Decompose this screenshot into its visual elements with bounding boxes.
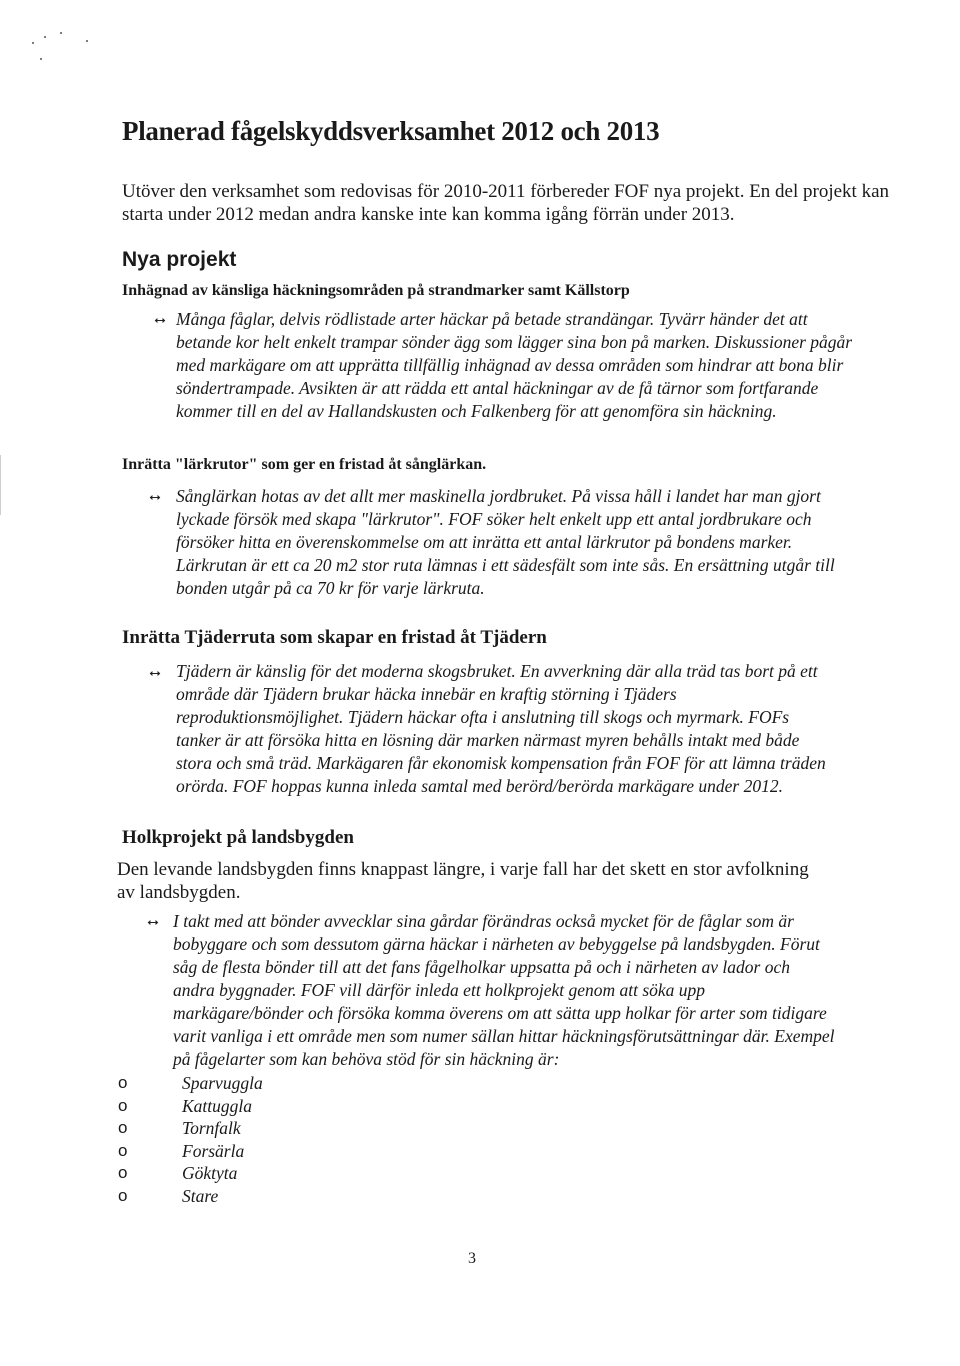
circle-marker-icon: o [118,1095,128,1115]
arrow-bullet-icon: ⭤ [147,914,159,930]
holk-intro-paragraph: Den levande landsbygden finns knappast längre, i varje fall har det skett en stor avfolkning av landsbygden. [117,859,809,903]
bullet-text-holk: I takt med att bönder avvecklar sina gårdar förändras också mycket för de fåglar som är bobyggare och som dessutom gärna häckar i närheten av bebyggelse på landsbygden. Förut såg de flesta bönder till att det fans fågelholkar uppsatta på och i närheten av lador och andra byggnader. FOF vill därför inleda ett holkprojekt genom att söka upp markägare/bönder och försöka komma överens om att sätta upp holkar för arter som tidigare varit vanliga i ett område men som numer sällan hittar häckningsförutsättningar där. Exempel på fågelarter som kan behöva stöd för sin häckning är: [173,911,835,1069]
list-item: o Forsärla [118,1140,245,1161]
section-heading-new-projects: Nya projekt [122,248,237,271]
arrow-bullet-icon: ⭤ [154,312,166,328]
list-item: o Göktyta [118,1163,238,1183]
bullet-text-enclosure: Många fåglar, delvis rödlistade arter häckar på betade strandängar. Tyvärr händer det att betande kor helt enkelt trampar sönder ägg som lägger sina bon på marken. Diskussioner pågår med markägare om att upprätta tillfällig inhägnad av dessa områden som hindrar att bona blir söndertrampade. Avsikten är att rädda ett antal häckningar av de få tärnor som fortfarande kommer till en del av Hallandskusten och Falkenberg för att genomföra sin häckning. [176,309,853,421]
arrow-bullet-icon: ⭤ [149,489,161,505]
arrow-bullet-icon: ⭤ [149,665,161,681]
circle-marker-icon: o [118,1185,128,1205]
scan-edge-line [0,455,1,515]
list-item: o Tornfalk [118,1118,241,1138]
scan-artifact [30,30,90,70]
page-title: Planerad fågelskyddsverksamhet 2012 och 2013 [122,116,660,146]
bullet-text-larkrutor: Sånglärkan hotas av det allt mer maskinella jordbruket. På vissa håll i landet har man gjort lyckade försök med skapa "lärkrutor". FOF söker helt enkelt upp ett antal jordbrukare och försöker hitta en överenskommelse om att inrätta ett antal lärkrutor på bondens marker. Lärkrutan är ett ca 20 m2 stor ruta lämnas i ett sädesfält som inte sås. En ersättning utgår till bonden utgår på ca 70 kr för varje lärkruta. [176,486,835,598]
project-heading-enclosure: Inhägnad av känsliga häckningsområden på strandmarker samt Källstorp [122,282,630,299]
species-list [118,1072,518,1207]
intro-paragraph: Utöver den verksamhet som redovisas för 2010-2011 förbereder FOF nya projekt. En del projekt kan starta under 2012 medan andra kanske inte kan komma igång förrän under 2013. [122,181,890,225]
project-heading-larkrutor: Inrätta "lärkrutor" som ger en fristad åt sånglärkan. [122,456,487,473]
list-item: o Stare [118,1185,219,1206]
circle-marker-icon: o [118,1073,128,1092]
list-item: o Kattuggla [118,1095,253,1116]
circle-marker-icon: o [118,1163,128,1182]
list-item: o Sparvuggla [118,1073,263,1093]
page-number: 3 [468,1250,476,1267]
bullet-text-tjader: Tjädern är känslig för det moderna skogsbruket. En avverkning där alla träd tas bort på ett område där Tjädern brukar häcka innebär en kraftig störning i Tjäders reproduktionsmöjlighet. Tjädern häckar ofta i anslutning till skogs och myrmark. FOFs tanker är att försöka hitta en lösning där marken närmast myren behålls intakt med både stora och små träd. Markägaren får ekonomisk kompensation från FOF för att lämna träden orörda. FOF hoppas kunna inleda samtal med berörd/berörda markägare under 2012. [176,661,826,796]
section-heading-holk: Holkprojekt på landsbygden [122,827,354,848]
circle-marker-icon: o [118,1118,128,1137]
section-heading-tjader: Inrätta Tjäderruta som skapar en fristad åt Tjädern [122,627,547,648]
circle-marker-icon: o [118,1140,128,1160]
